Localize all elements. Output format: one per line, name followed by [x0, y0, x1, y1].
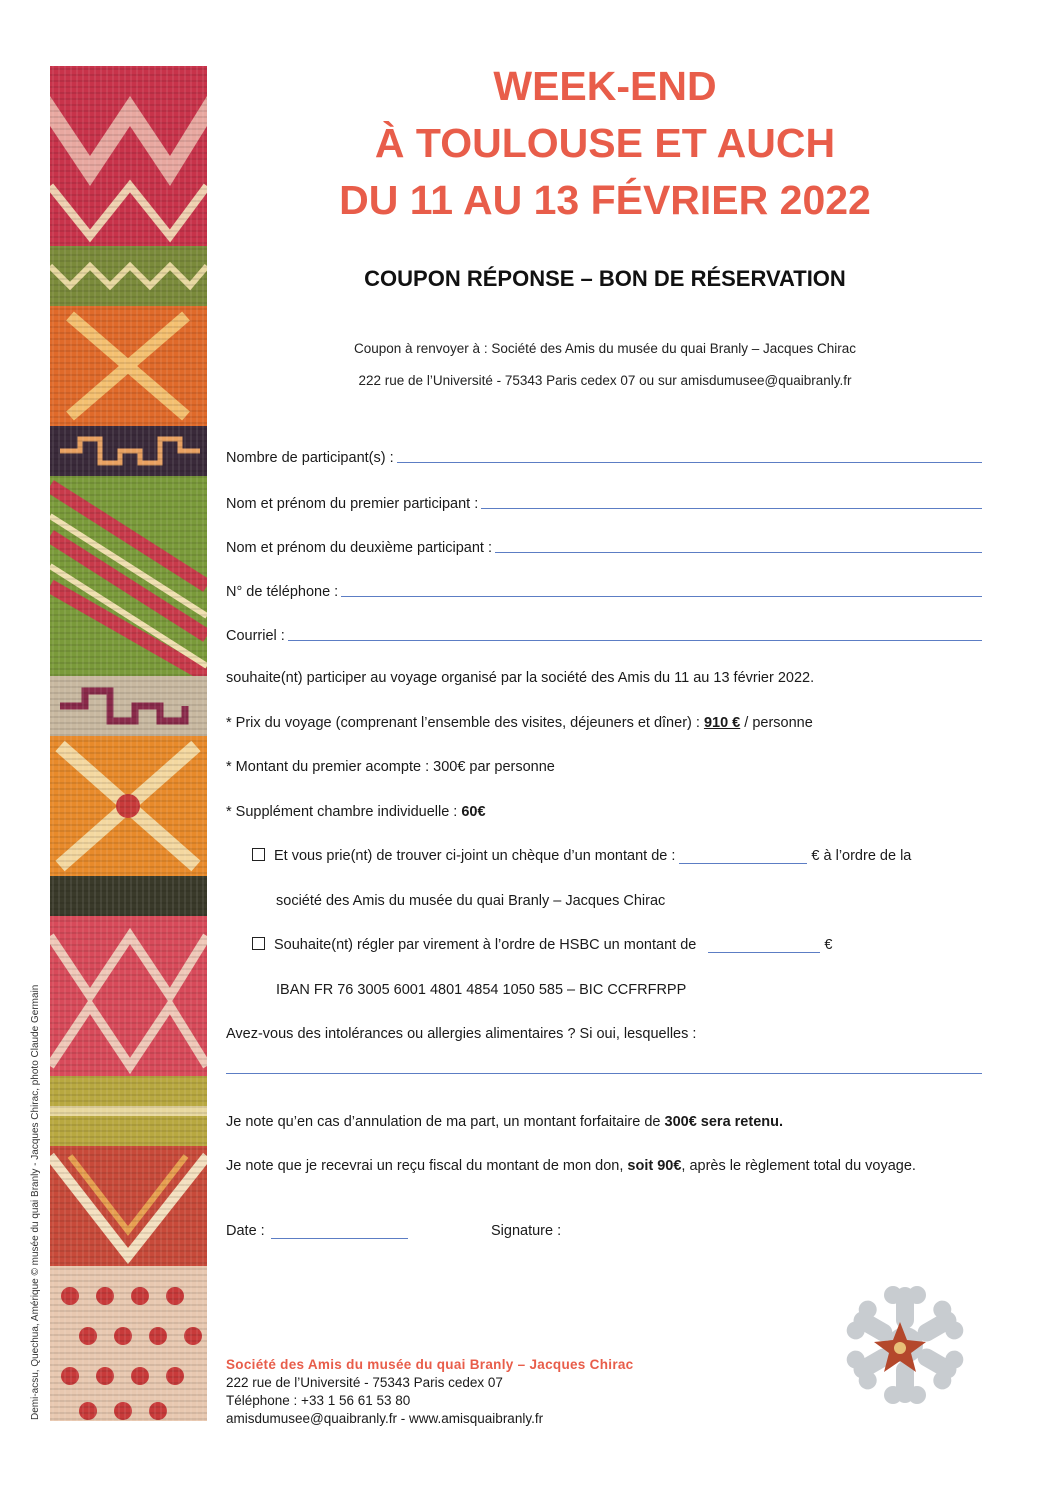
amis-logo [828, 1268, 983, 1423]
participants-label: Nombre de participant(s) : [226, 450, 394, 466]
price-line [226, 715, 813, 731]
allergies-input-line[interactable] [226, 1073, 982, 1074]
transfer-prefix: Souhaite(nt) régler par virement à l’ordre de HSBC un montant de [274, 937, 697, 953]
cheque-checkbox[interactable] [252, 848, 265, 861]
second-participant-field[interactable] [226, 534, 982, 556]
email-label: Courriel : [226, 628, 285, 644]
return-address-1: Coupon à renvoyer à : Société des Amis du musée du quai Branly – Jacques Chirac [353, 341, 857, 356]
footer-street: 222 rue de l’Université - 75343 Paris cedex 07 [226, 1375, 503, 1390]
cheque-prefix: Et vous prie(nt) de trouver ci-joint un chèque d’un montant de : [274, 848, 676, 864]
photo-credit: Demi-acsu, Quechua, Amérique © musée du quai Branly - Jacques Chirac, photo Claude Germain [30, 984, 41, 1420]
participants-field[interactable] [226, 444, 982, 466]
phone-label: N° de téléphone : [226, 584, 339, 600]
email-input-line[interactable] [288, 640, 982, 641]
receipt-prefix: Je note que je recevrai un reçu fiscal du montant de mon don, [226, 1158, 628, 1174]
price-suffix: / personne [740, 715, 813, 731]
phone-field[interactable] [226, 578, 982, 600]
return-address-2: 222 rue de l’Université - 75343 Paris cedex 07 ou sur amisdumusee@quaibranly.fr [358, 373, 852, 388]
title-line-3: DU 11 AU 13 FÉVRIER 2022 [339, 177, 871, 223]
footer-org: Société des Amis du musée du quai Branly – Jacques Chirac [226, 1357, 634, 1372]
signature-label: Signature : [491, 1223, 562, 1239]
footer [226, 1356, 634, 1428]
cheque-suffix: € à l’ordre de la [811, 848, 912, 864]
allergies-question: Avez-vous des intolérances ou allergies alimentaires ? Si oui, lesquelles : [226, 1026, 697, 1042]
first-participant-field[interactable] [226, 490, 982, 512]
cancel-line [226, 1114, 783, 1130]
cheque-amount-line[interactable] [679, 851, 807, 864]
phone-input-line[interactable] [341, 596, 982, 597]
transfer-checkbox[interactable] [252, 937, 265, 950]
first-participant-input-line[interactable] [481, 508, 982, 509]
footer-phone: Téléphone : +33 1 56 61 53 80 [226, 1393, 411, 1408]
textile-photo [50, 66, 207, 1421]
title-line-2: À TOULOUSE ET AUCH [374, 120, 836, 166]
date-field [226, 1223, 412, 1239]
email-field[interactable] [226, 622, 982, 644]
participants-input-line[interactable] [397, 462, 982, 463]
date-label: Date : [226, 1223, 265, 1239]
date-input-line[interactable] [271, 1226, 408, 1239]
cancel-value: 300€ sera retenu. [664, 1114, 784, 1130]
cheque-line-2: société des Amis du musée du quai Branly – Jacques Chirac [276, 893, 666, 909]
page-title [230, 58, 980, 229]
second-participant-input-line[interactable] [495, 552, 982, 553]
receipt-suffix: , après le règlement total du voyage. [681, 1158, 916, 1174]
cancel-prefix: Je note qu’en cas d’annulation de ma part, un montant forfaitaire de [226, 1114, 665, 1130]
cheque-option [252, 848, 911, 864]
receipt-value: soit 90€ [627, 1158, 682, 1174]
iban-text: IBAN FR 76 3005 6001 4801 4854 1050 585 – BIC CCFRFRPP [276, 982, 687, 998]
footer-web: amisdumusee@quaibranly.fr - www.amisquaibranly.fr [226, 1411, 544, 1426]
wish-text: souhaite(nt) participer au voyage organisé par la société des Amis du 11 au 13 février 2022. [226, 670, 815, 686]
title-line-1: WEEK-END [493, 63, 717, 109]
single-room-value: 60€ [461, 804, 486, 820]
transfer-option [252, 937, 832, 953]
first-participant-label: Nom et prénom du premier participant : [226, 496, 479, 512]
deposit-text: * Montant du premier acompte : 300€ par personne [226, 759, 555, 775]
transfer-suffix: € [824, 937, 833, 953]
transfer-amount-line[interactable] [708, 940, 820, 953]
receipt-line [226, 1158, 916, 1174]
second-participant-label: Nom et prénom du deuxième participant : [226, 540, 492, 556]
single-room-prefix: * Supplément chambre individuelle : [226, 804, 462, 820]
page-subtitle: COUPON RÉPONSE – BON DE RÉSERVATION [364, 266, 846, 291]
price-value: 910 € [703, 715, 741, 731]
price-prefix: * Prix du voyage (comprenant l’ensemble des visites, déjeuners et dîner) : [226, 715, 704, 731]
single-room-line [226, 804, 486, 820]
